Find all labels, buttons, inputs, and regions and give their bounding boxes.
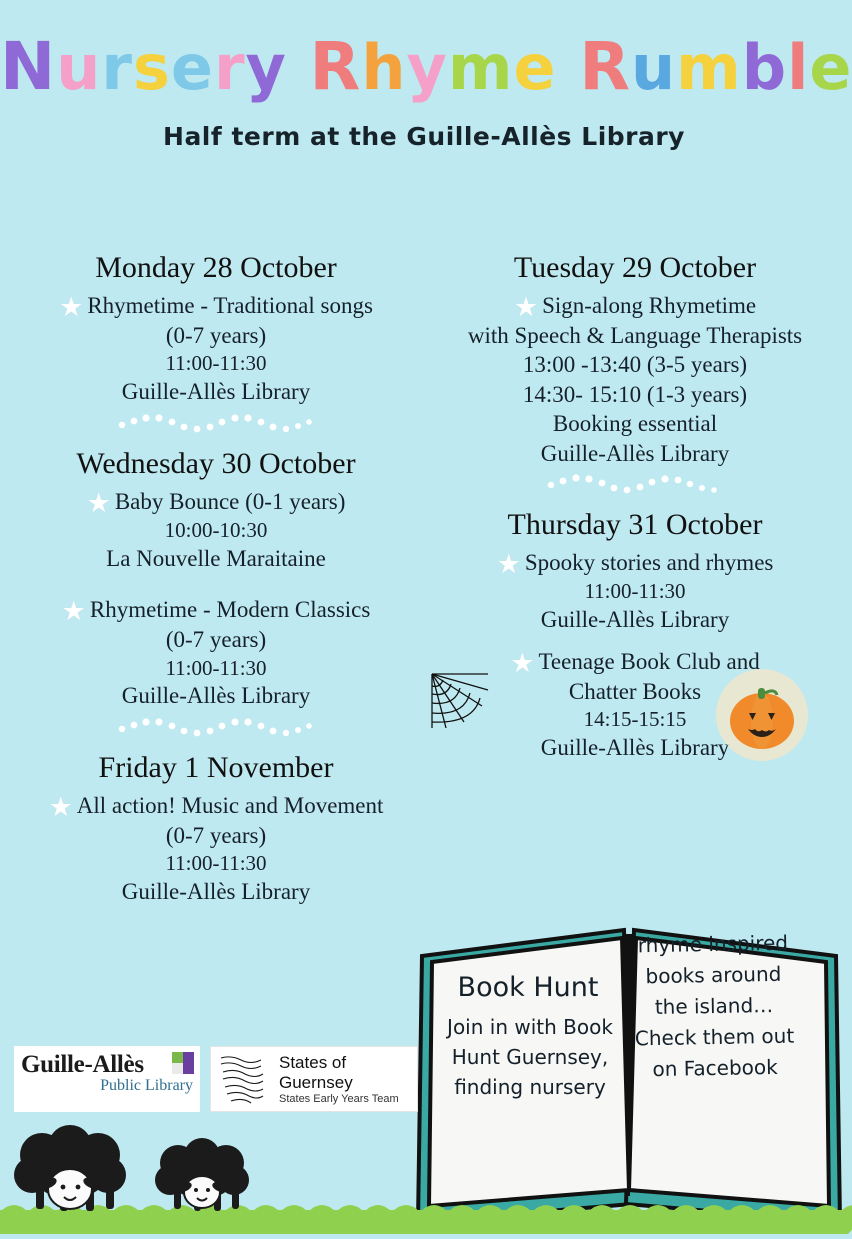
page-title xyxy=(0,28,852,105)
title-letter: u xyxy=(56,31,102,104)
star-icon: ★ xyxy=(59,292,84,322)
star-icon: ★ xyxy=(48,791,73,822)
spider-web-icon xyxy=(430,672,492,735)
event-line: (0-7 years) xyxy=(165,323,267,348)
title-letter: e xyxy=(513,31,557,104)
title-letter: l xyxy=(787,31,810,104)
title-letter: r xyxy=(101,31,133,104)
states-logo-line2: States Early Years Team xyxy=(279,1093,399,1105)
title-letter: R xyxy=(309,28,362,105)
event-line: ★ Spooky stories and rhymes xyxy=(496,549,774,580)
title-letter: r xyxy=(213,31,246,104)
title-letter: h xyxy=(361,31,407,104)
event-line: ★ Rhymetime - Traditional songs xyxy=(59,292,373,322)
event-line: 11:00-11:30 xyxy=(584,579,686,604)
event-line: Guille-Allès Library xyxy=(121,879,311,905)
book-hunt-left-text: Join in with Book Hunt Guernsey, finding nursery xyxy=(447,1015,613,1099)
book-hunt-title: Book Hunt xyxy=(457,972,599,1003)
event-line: Guille-Allès Library xyxy=(540,607,730,633)
star-icon: ★ xyxy=(513,292,539,322)
event-line: Chatter Books xyxy=(568,678,702,704)
title-letter: m xyxy=(676,31,742,104)
event-line: 11:00-11:30 xyxy=(165,351,267,376)
event-line: Booking essential xyxy=(552,411,718,437)
title-letter: e xyxy=(170,31,214,104)
event-line: ★ All action! Music and Movement xyxy=(48,791,384,822)
day-block-wednesday xyxy=(18,447,414,711)
dotted-wave-divider xyxy=(434,472,836,506)
event-line: Guille-Allès Library xyxy=(121,683,311,709)
event-line: ★ Teenage Book Club and xyxy=(510,647,760,678)
states-of-guernsey-logo xyxy=(210,1046,418,1112)
dotted-wave-divider xyxy=(18,715,414,749)
star-icon: ★ xyxy=(510,647,535,678)
pumpkin-icon xyxy=(716,669,808,766)
title-letter: N xyxy=(0,28,57,105)
title-letter: u xyxy=(631,31,677,104)
event-line: ★ Sign-along Rhymetime xyxy=(513,292,757,322)
event-line: 14:30- 15:10 (1-3 years) xyxy=(522,381,748,407)
event-line: (0-7 years) xyxy=(165,627,267,653)
page-subtitle: Half term at the Guille-Allès Library xyxy=(163,122,685,151)
guille-alles-logo-main: Guille-Allès xyxy=(21,1051,144,1078)
guille-alles-logo-sub: Public Library xyxy=(100,1077,193,1094)
title-letter: R xyxy=(579,28,632,105)
event-line: 10:00-10:30 xyxy=(164,517,268,542)
title-letter: s xyxy=(132,31,171,104)
event-line: 11:00-11:30 xyxy=(165,851,267,876)
schedule-column-right xyxy=(424,249,848,907)
day-heading-wednesday: Wednesday 30 October xyxy=(76,446,356,480)
event-line: Guille-Allès Library xyxy=(540,734,730,760)
title-letter: e xyxy=(809,31,852,104)
title-letter: m xyxy=(447,31,514,104)
event-line: Guille-Allès Library xyxy=(540,440,730,466)
event-line: 11:00-11:30 xyxy=(165,655,267,680)
star-icon: ★ xyxy=(86,487,111,518)
event-line: ★ Rhymetime - Modern Classics xyxy=(61,596,371,627)
title-letter xyxy=(557,31,580,104)
star-icon: ★ xyxy=(61,596,86,627)
day-heading-monday: Monday 28 October xyxy=(95,251,337,284)
day-block-friday xyxy=(18,751,414,907)
logo-squares-icon xyxy=(172,1052,194,1074)
title-letter: b xyxy=(741,31,788,104)
event-line: Guille-Allès Library xyxy=(121,379,311,405)
day-heading-friday: Friday 1 November xyxy=(98,750,334,784)
day-heading-tuesday: Tuesday 29 October xyxy=(513,251,757,284)
sheep-icon xyxy=(150,1137,258,1216)
title-letter xyxy=(287,31,310,104)
states-logo-line1: States of Guernsey xyxy=(279,1053,353,1092)
event-line: ★ Baby Bounce (0-1 years) xyxy=(86,487,346,518)
book-hunt-right-text: rhyme inspired books around the island… Check them out on Facebook xyxy=(634,930,795,1082)
event-line: 13:00 -13:40 (3-5 years) xyxy=(522,352,748,378)
star-icon: ★ xyxy=(496,549,521,580)
schedule-column-left xyxy=(0,249,424,907)
logo-row xyxy=(14,1046,418,1112)
event-line: La Nouvelle Maraitaine xyxy=(106,545,326,571)
dotted-wave-divider xyxy=(18,411,414,445)
schedule-columns xyxy=(0,249,848,907)
day-heading-thursday: Thursday 31 October xyxy=(507,508,763,542)
sheep-icon xyxy=(8,1125,138,1216)
event-line: (0-7 years) xyxy=(165,822,267,848)
event-line: 14:15-15:15 xyxy=(583,706,687,731)
day-block-monday xyxy=(18,251,414,407)
guille-alles-logo xyxy=(14,1046,200,1112)
guernsey-crest-icon xyxy=(217,1052,273,1106)
title-letter: y xyxy=(406,31,448,104)
day-block-tuesday xyxy=(434,251,836,468)
event-line: with Speech & Language Therapists xyxy=(467,323,803,348)
title-letter: y xyxy=(245,31,287,104)
